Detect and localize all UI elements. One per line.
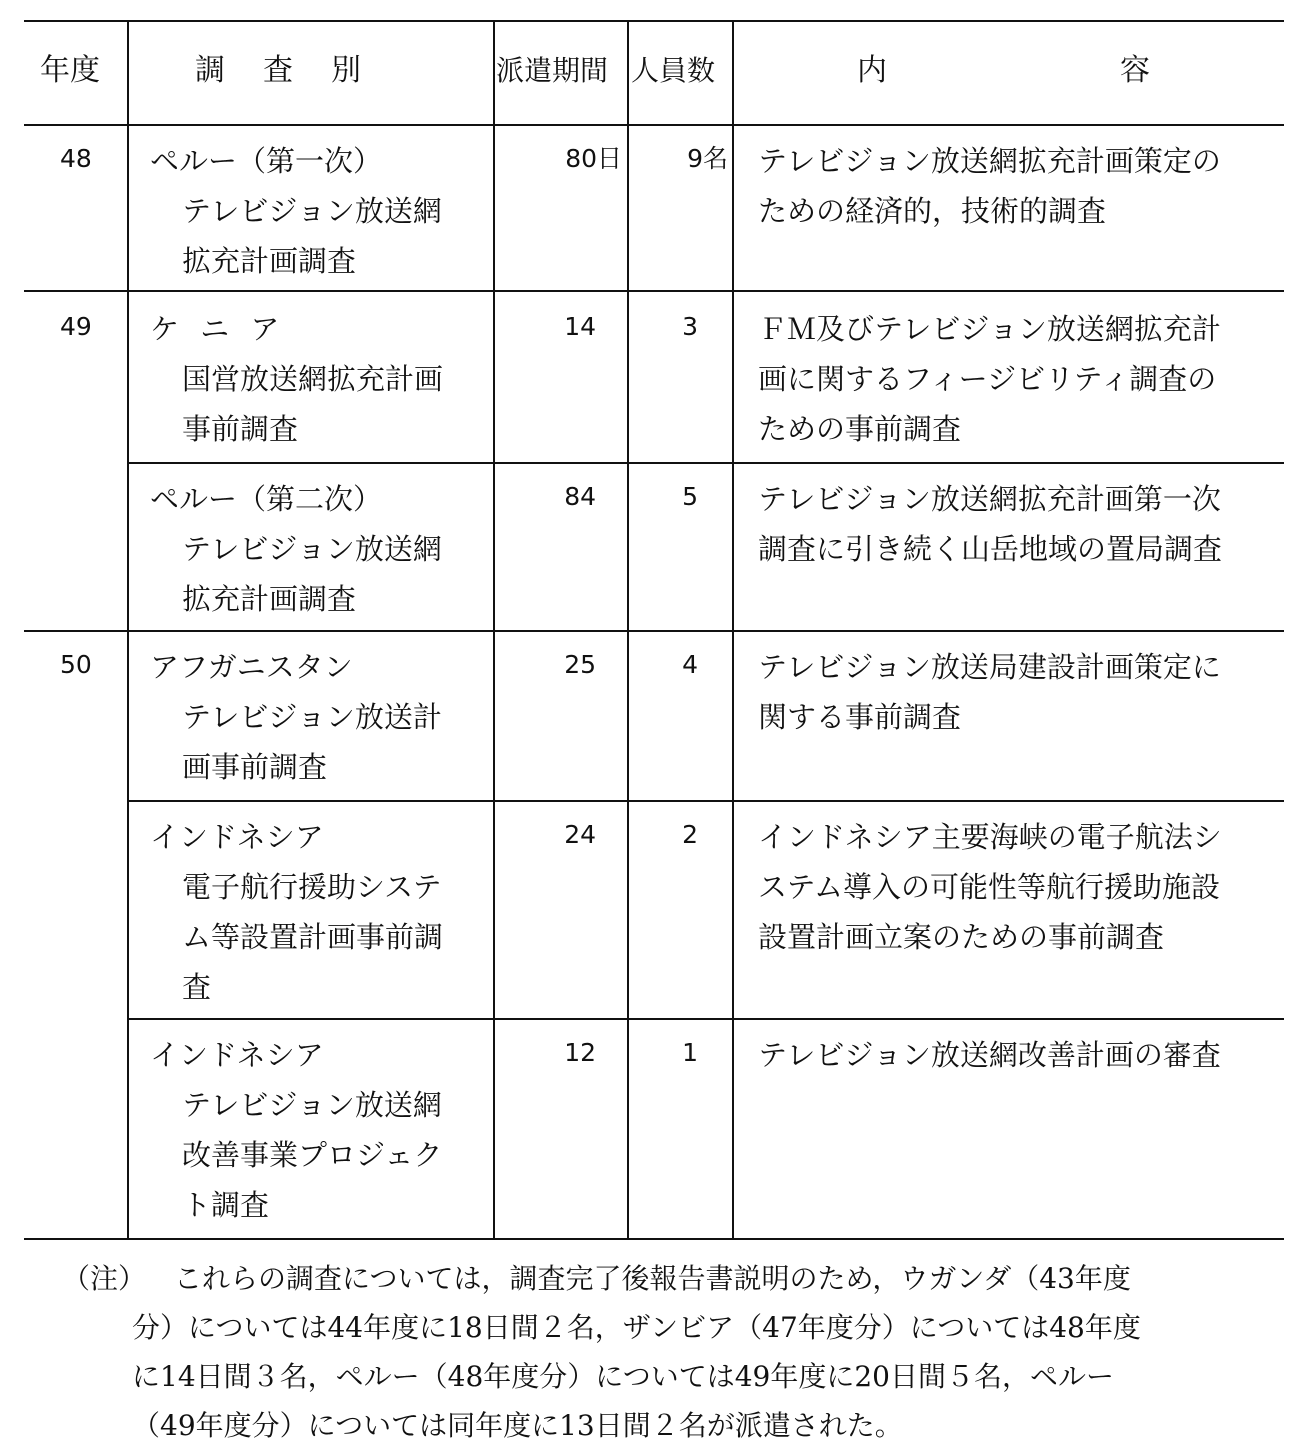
year-cell: 49 <box>60 312 92 341</box>
content-cell <box>758 642 1221 742</box>
content-cell <box>758 812 1222 962</box>
survey-name-line: 国営放送網拡充計画 <box>182 362 444 396</box>
survey-name-line: 画事前調査 <box>182 750 328 784</box>
survey-column-rule <box>493 22 495 1238</box>
year-divider-rule <box>24 630 1284 632</box>
footnote-line: 分）については44年度に18日間２名，ザンビア（47年度分）については48年度 <box>132 1311 1141 1344</box>
year-column-rule <box>127 22 129 1238</box>
survey-name-line: 電子航行援助システ <box>182 870 442 904</box>
survey-name-line: ケ ニ ア <box>150 312 286 346</box>
year-divider-rule <box>24 290 1284 292</box>
survey-name-cell <box>150 136 442 286</box>
staff-column-rule <box>732 22 734 1238</box>
footnote-continuation <box>132 1303 1141 1450</box>
content-line: テレビジョン放送網拡充計画策定の <box>758 144 1221 178</box>
period-cell: 24 <box>564 820 596 849</box>
survey-name-line: テレビジョン放送網 <box>182 532 442 566</box>
content-line: ための経済的，技術的調査 <box>758 194 1107 228</box>
header-content-left: 内 <box>857 53 887 88</box>
survey-name-line: アフガニスタン <box>150 650 353 684</box>
period-cell: 80日 <box>565 144 622 173</box>
survey-name-cell <box>150 642 442 792</box>
content-line: 調査に引き続く山岳地域の置局調査 <box>758 532 1223 566</box>
survey-name-line: インドネシア <box>150 1038 324 1072</box>
survey-name-line: 拡充計画調査 <box>182 582 357 616</box>
content-line: テレビジョン放送網改善計画の審査 <box>758 1038 1221 1072</box>
header-content-right: 容 <box>1120 53 1150 88</box>
content-line: ための事前調査 <box>758 412 962 446</box>
table-header-rule <box>24 124 1284 126</box>
staff-cell: 9名 <box>687 144 728 173</box>
survey-name-line: テレビジョン放送網 <box>182 194 442 228</box>
footnote-label: （注） <box>62 1262 147 1295</box>
year-cell: 48 <box>60 144 92 173</box>
period-cell: 12 <box>564 1038 596 1067</box>
survey-name-line: 拡充計画調査 <box>182 244 357 278</box>
period-column-rule <box>627 22 629 1238</box>
staff-cell: 3 <box>682 312 698 341</box>
content-cell <box>758 1030 1221 1080</box>
survey-name-cell <box>150 304 443 454</box>
year-cell: 50 <box>60 650 92 679</box>
header-survey: 調 査 別 <box>195 53 365 88</box>
period-cell: 25 <box>564 650 596 679</box>
staff-cell: 1 <box>682 1038 698 1067</box>
footnote-line: （49年度分）については同年度に13日間２名が派遣された。 <box>132 1409 903 1442</box>
period-cell: 84 <box>564 482 596 511</box>
content-line: テレビジョン放送局建設計画策定に <box>758 650 1221 684</box>
period-cell: 14 <box>564 312 596 341</box>
content-line: 画に関するフィージビリティ調査の <box>758 362 1217 396</box>
content-line: 関する事前調査 <box>758 700 962 734</box>
survey-name-cell <box>150 474 442 624</box>
survey-name-line: ペルー（第一次） <box>150 144 383 178</box>
content-line: 設置計画立案のための事前調査 <box>758 920 1165 954</box>
content-line: ステム導入の可能性等航行援助施設 <box>758 870 1220 904</box>
staff-cell: 5 <box>682 482 698 511</box>
row-divider-rule <box>128 1018 1284 1020</box>
footnote-line: これらの調査については，調査完了後報告書説明のため，ウガンダ（43年度 <box>174 1262 1131 1295</box>
content-cell <box>758 474 1222 574</box>
staff-cell: 2 <box>682 820 698 849</box>
table-top-rule <box>24 20 1284 22</box>
survey-name-line: ム等設置計画事前調 <box>182 920 444 954</box>
content-line: インドネシア主要海峡の電子航法シ <box>758 820 1222 854</box>
survey-name-line: ペルー（第二次） <box>150 482 383 516</box>
footnote-line: に14日間３名，ペルー（48年度分）については49年度に20日間５名，ペルー <box>132 1360 1114 1393</box>
header-period: 派遣期間 <box>496 54 609 87</box>
survey-name-line: テレビジョン放送計 <box>182 700 442 734</box>
survey-name-line: 事前調査 <box>182 412 299 446</box>
survey-name-cell <box>150 1030 442 1230</box>
row-divider-rule <box>128 462 1284 464</box>
content-cell <box>758 304 1221 454</box>
survey-name-line: インドネシア <box>150 820 324 854</box>
header-year: 年度 <box>40 53 100 88</box>
survey-name-line: 査 <box>182 970 212 1004</box>
header-staff: 人員数 <box>631 54 716 87</box>
content-cell <box>758 136 1221 236</box>
table-bottom-rule <box>24 1238 1284 1240</box>
survey-name-line: 改善事業プロジェク <box>182 1138 443 1172</box>
staff-cell: 4 <box>682 650 698 679</box>
survey-name-line: テレビジョン放送網 <box>182 1088 442 1122</box>
content-line: ＦＭ及びテレビジョン放送網拡充計 <box>758 312 1221 346</box>
survey-name-cell <box>150 812 443 1012</box>
footnote-first-line <box>174 1254 1131 1303</box>
survey-name-line: ト調査 <box>182 1188 270 1222</box>
row-divider-rule <box>128 800 1284 802</box>
content-line: テレビジョン放送網拡充計画第一次 <box>758 482 1221 516</box>
